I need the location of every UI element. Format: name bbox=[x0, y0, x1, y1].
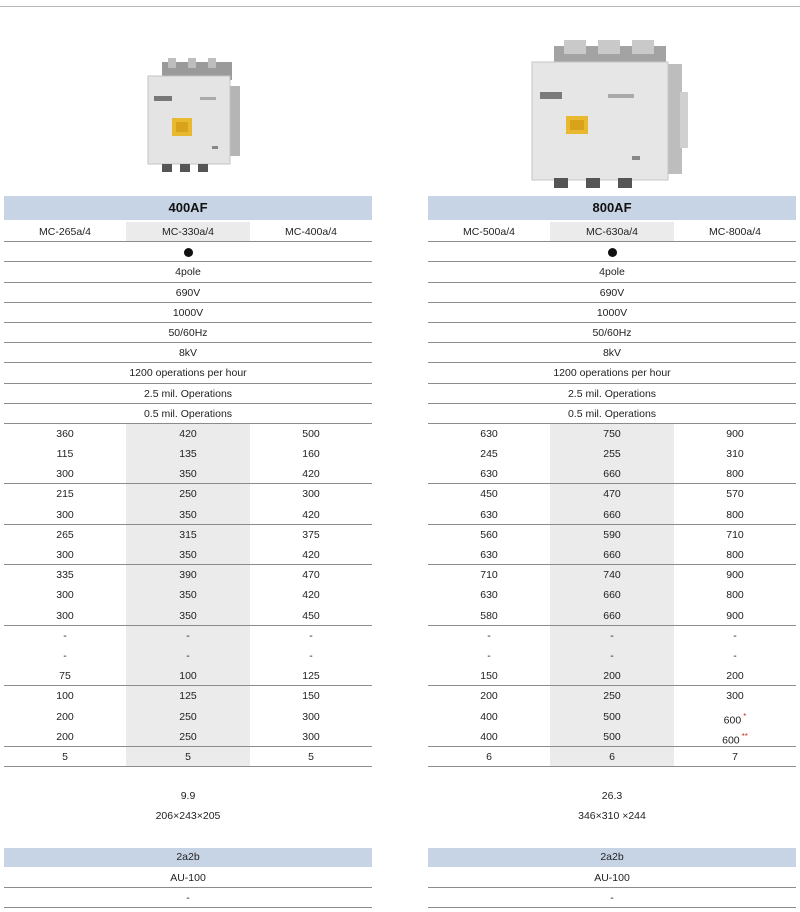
spec-cell: 1200 operations per hour bbox=[553, 367, 671, 380]
table-row bbox=[428, 606, 796, 626]
data-cell: 300 bbox=[302, 488, 320, 501]
data-cell: 360 bbox=[56, 427, 74, 440]
table-row bbox=[428, 585, 796, 605]
data-cell: 350 bbox=[126, 545, 250, 564]
data-cell: - bbox=[309, 649, 313, 662]
data-cell: - bbox=[126, 626, 250, 646]
footnote-mark: * bbox=[743, 711, 747, 721]
data-cell: 150 bbox=[480, 670, 498, 683]
data-cell: 750 bbox=[550, 424, 674, 444]
data-value: 600 bbox=[722, 734, 740, 747]
aux-unit: AU-100 bbox=[428, 868, 796, 888]
model-cell: MC-265a/4 bbox=[39, 226, 91, 238]
data-cell: 265 bbox=[56, 528, 74, 541]
data-cell: 250 bbox=[126, 727, 250, 746]
model-row bbox=[4, 222, 372, 242]
data-cell: 300 bbox=[726, 690, 744, 703]
data-cell: - bbox=[550, 626, 674, 646]
model-cell: MC-500a/4 bbox=[463, 226, 515, 238]
model-row bbox=[428, 222, 796, 242]
spec-row bbox=[428, 404, 796, 424]
table-row bbox=[428, 707, 796, 727]
model-cell: MC-800a/4 bbox=[709, 226, 761, 238]
data-cell: 420 bbox=[302, 549, 320, 561]
spec-row bbox=[4, 283, 372, 303]
spec-cell: 4pole bbox=[175, 266, 201, 279]
model-cell: MC-330a/4 bbox=[126, 222, 250, 241]
aux-extra: - bbox=[428, 888, 796, 908]
data-cell: 250 bbox=[126, 484, 250, 504]
contactor-photo-800af bbox=[524, 40, 704, 190]
data-cell: 350 bbox=[126, 505, 250, 524]
spec-cell: 4pole bbox=[599, 266, 625, 279]
table-row bbox=[4, 464, 372, 484]
data-cell: 150 bbox=[302, 690, 320, 703]
spec-row bbox=[4, 303, 372, 323]
spec-row bbox=[428, 303, 796, 323]
data-cell: 115 bbox=[56, 448, 74, 461]
data-cell: 560 bbox=[480, 528, 498, 541]
data-cell: 420 bbox=[302, 468, 320, 481]
data-cell: - bbox=[487, 629, 491, 642]
data-cell: - bbox=[63, 649, 67, 662]
table-row bbox=[428, 686, 796, 706]
model-cell: MC-400a/4 bbox=[285, 226, 337, 238]
data-cell: 200 bbox=[480, 690, 498, 703]
footnote-mark: ** bbox=[741, 731, 748, 741]
spec-row bbox=[428, 283, 796, 303]
spec-cell: 8kV bbox=[602, 347, 622, 360]
marker-row bbox=[4, 242, 372, 262]
data-cell: 710 bbox=[726, 528, 744, 541]
spec-row bbox=[428, 262, 796, 282]
bullet-dot-icon bbox=[608, 248, 617, 257]
data-cell: 6 bbox=[550, 747, 674, 766]
data-cell: 6 bbox=[486, 750, 492, 763]
data-cell: - bbox=[550, 646, 674, 666]
aux-contact-band: 2a2b bbox=[4, 848, 372, 867]
spec-row bbox=[428, 363, 796, 383]
data-cell: 900 bbox=[726, 569, 744, 582]
data-cell: 300 bbox=[56, 609, 74, 622]
spec-cell: 50/60Hz bbox=[592, 326, 632, 339]
data-cell: 500 bbox=[302, 427, 320, 440]
table-row bbox=[4, 727, 372, 747]
data-cell: 5 bbox=[308, 750, 314, 763]
table-row bbox=[4, 565, 372, 585]
data-cell: 660 bbox=[550, 464, 674, 483]
data-cell: 100 bbox=[126, 666, 250, 685]
weight-value: 9.9 bbox=[180, 790, 196, 802]
aux-unit: AU-100 bbox=[4, 868, 372, 888]
data-cell: - bbox=[733, 629, 737, 642]
table-row bbox=[4, 525, 372, 545]
data-cell: 200 bbox=[56, 710, 74, 723]
table-row bbox=[4, 747, 372, 767]
table-row bbox=[4, 666, 372, 686]
table-row bbox=[428, 424, 796, 444]
spec-row bbox=[4, 343, 372, 363]
data-cell: 375 bbox=[302, 528, 320, 541]
table-row bbox=[4, 686, 372, 706]
table-row bbox=[428, 727, 796, 747]
data-cell: 450 bbox=[302, 609, 320, 622]
data-cell: 900 bbox=[726, 609, 744, 622]
data-cell: - bbox=[309, 629, 313, 642]
table-row bbox=[4, 484, 372, 504]
data-cell: 500 bbox=[550, 707, 674, 727]
data-cell: 740 bbox=[550, 565, 674, 585]
aux-extra: - bbox=[4, 888, 372, 908]
data-cell: 420 bbox=[302, 589, 320, 602]
data-cell: - bbox=[63, 629, 67, 642]
data-cell: 75 bbox=[59, 670, 71, 683]
data-cell: 215 bbox=[56, 488, 74, 501]
spec-cell: 2.5 mil. Operations bbox=[567, 387, 657, 400]
data-cell: - bbox=[487, 649, 491, 662]
data-cell: 135 bbox=[126, 444, 250, 464]
top-divider bbox=[0, 6, 800, 7]
spec-table-800af bbox=[428, 222, 796, 767]
table-row bbox=[4, 707, 372, 727]
marker-row bbox=[428, 242, 796, 262]
data-cell bbox=[674, 727, 796, 746]
data-cell: - bbox=[126, 646, 250, 666]
dimensions-value: 206×243×205 bbox=[155, 810, 221, 822]
spec-row bbox=[4, 363, 372, 383]
table-row bbox=[4, 585, 372, 605]
data-cell: 5 bbox=[62, 750, 68, 763]
spec-row bbox=[428, 384, 796, 404]
data-cell: 335 bbox=[56, 569, 74, 582]
data-cell: 200 bbox=[726, 670, 744, 683]
table-row bbox=[428, 646, 796, 666]
data-cell: 310 bbox=[726, 448, 744, 461]
spec-row bbox=[4, 262, 372, 282]
table-row bbox=[428, 525, 796, 545]
table-row bbox=[428, 565, 796, 585]
weight-value: 26.3 bbox=[601, 790, 623, 802]
spec-cell: 690V bbox=[175, 286, 201, 299]
dimensions-value: 346×310 ×244 bbox=[578, 810, 646, 822]
data-cell: 160 bbox=[302, 448, 320, 461]
data-cell: 660 bbox=[550, 606, 674, 625]
data-cell: 200 bbox=[550, 666, 674, 685]
table-row bbox=[4, 626, 372, 646]
header-800af: 800AF bbox=[428, 196, 796, 220]
data-cell: 420 bbox=[302, 508, 320, 521]
spec-cell: 50/60Hz bbox=[168, 326, 208, 339]
table-row bbox=[428, 444, 796, 464]
data-cell: 200 bbox=[56, 730, 74, 743]
data-cell: 300 bbox=[56, 589, 74, 602]
data-cell: 100 bbox=[56, 690, 74, 703]
data-cell: 500 bbox=[550, 727, 674, 746]
data-value: 600 bbox=[723, 714, 742, 726]
data-cell: 800 bbox=[726, 508, 744, 521]
spec-cell: 0.5 mil. Operations bbox=[143, 407, 233, 420]
data-cell: 660 bbox=[550, 585, 674, 605]
data-cell: 315 bbox=[126, 525, 250, 545]
data-cell: 660 bbox=[550, 505, 674, 524]
spec-row bbox=[4, 384, 372, 404]
data-cell: 630 bbox=[480, 468, 498, 481]
data-cell bbox=[674, 707, 796, 727]
table-row bbox=[4, 444, 372, 464]
data-cell: 660 bbox=[550, 545, 674, 564]
spec-cell: 1000V bbox=[596, 306, 628, 319]
data-cell: 470 bbox=[302, 569, 320, 582]
data-cell: 630 bbox=[480, 549, 498, 561]
data-cell: 125 bbox=[126, 686, 250, 706]
data-cell: 400 bbox=[480, 730, 498, 743]
data-cell: 470 bbox=[550, 484, 674, 504]
spec-row bbox=[4, 404, 372, 424]
data-cell: 900 bbox=[726, 427, 744, 440]
data-cell: 630 bbox=[480, 589, 498, 602]
data-cell: 7 bbox=[732, 750, 738, 763]
table-row bbox=[4, 424, 372, 444]
table-row bbox=[428, 505, 796, 525]
table-row bbox=[428, 545, 796, 565]
table-row bbox=[428, 484, 796, 504]
data-cell: 590 bbox=[550, 525, 674, 545]
data-cell: 300 bbox=[302, 730, 320, 743]
data-cell: 630 bbox=[480, 427, 498, 440]
data-cell: 350 bbox=[126, 464, 250, 483]
data-cell: 400 bbox=[480, 710, 498, 723]
data-cell: 300 bbox=[56, 468, 74, 481]
data-cell: 255 bbox=[550, 444, 674, 464]
data-cell: 300 bbox=[56, 549, 74, 561]
spec-row bbox=[428, 323, 796, 343]
aux-contact-band: 2a2b bbox=[428, 848, 796, 867]
data-cell: 630 bbox=[480, 508, 498, 521]
table-row bbox=[428, 747, 796, 767]
spec-table-400af bbox=[4, 222, 372, 767]
spec-cell: 1000V bbox=[172, 306, 204, 319]
table-row bbox=[4, 606, 372, 626]
data-cell: 125 bbox=[302, 670, 320, 683]
data-cell: 300 bbox=[302, 710, 320, 723]
bullet-dot-icon bbox=[184, 248, 193, 257]
table-row bbox=[428, 626, 796, 646]
contactor-photo-400af bbox=[142, 58, 248, 174]
spec-cell: 690V bbox=[599, 286, 625, 299]
data-cell: 800 bbox=[726, 589, 744, 602]
spec-cell: 0.5 mil. Operations bbox=[567, 407, 657, 420]
spec-row bbox=[428, 343, 796, 363]
table-row bbox=[428, 464, 796, 484]
data-cell: 450 bbox=[480, 488, 498, 501]
data-cell: 390 bbox=[126, 565, 250, 585]
data-cell: 5 bbox=[126, 747, 250, 766]
data-cell: 580 bbox=[480, 609, 498, 622]
data-cell: 800 bbox=[726, 549, 744, 561]
table-row bbox=[428, 666, 796, 686]
data-cell: 420 bbox=[126, 424, 250, 444]
model-cell: MC-630a/4 bbox=[550, 222, 674, 241]
spec-cell: 2.5 mil. Operations bbox=[143, 387, 233, 400]
data-cell: 250 bbox=[126, 707, 250, 727]
data-cell: 350 bbox=[126, 585, 250, 605]
data-cell: 245 bbox=[480, 448, 498, 461]
table-row bbox=[4, 545, 372, 565]
table-row bbox=[4, 505, 372, 525]
data-cell: 710 bbox=[480, 569, 498, 582]
data-cell: 250 bbox=[550, 686, 674, 706]
header-400af: 400AF bbox=[4, 196, 372, 220]
data-cell: 800 bbox=[726, 468, 744, 481]
spec-cell: 1200 operations per hour bbox=[129, 367, 247, 380]
data-cell: 300 bbox=[56, 508, 74, 521]
data-cell: 570 bbox=[726, 488, 744, 501]
data-cell: 350 bbox=[126, 606, 250, 625]
table-row bbox=[4, 646, 372, 666]
spec-cell: 8kV bbox=[178, 347, 198, 360]
spec-row bbox=[4, 323, 372, 343]
data-cell: - bbox=[733, 649, 737, 662]
